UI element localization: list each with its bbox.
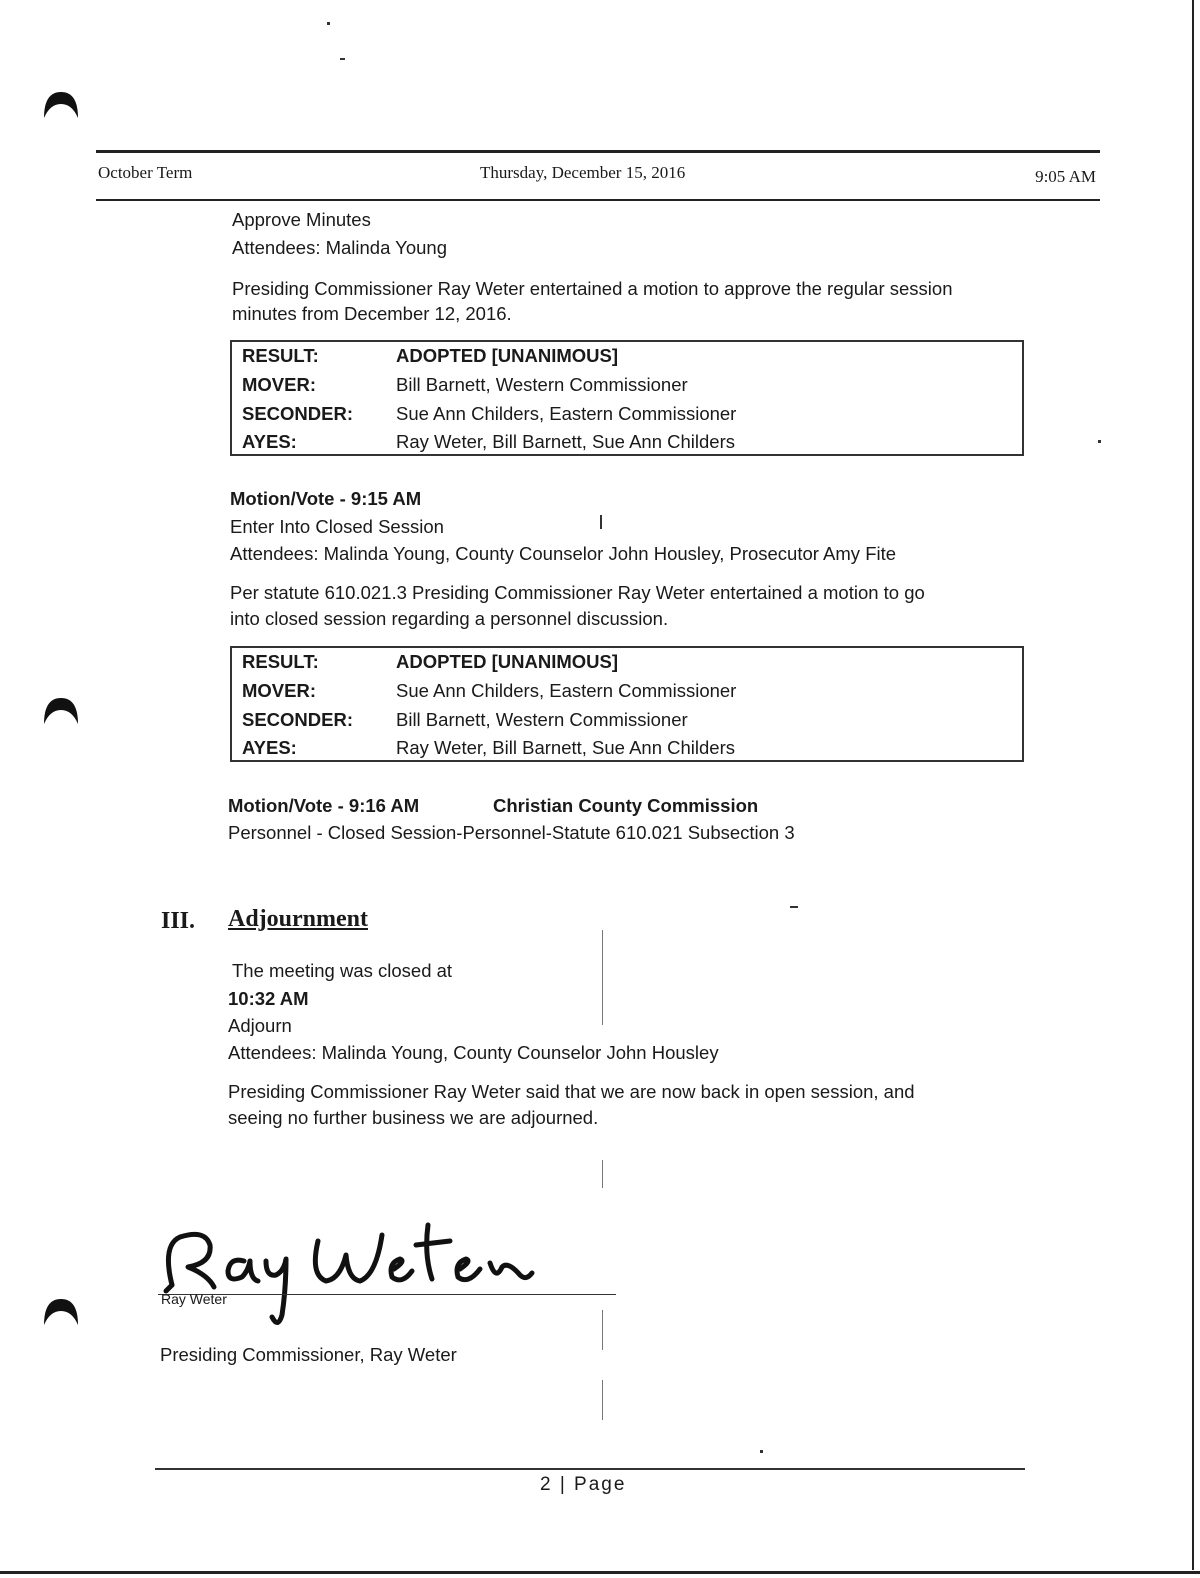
closed-at-text: The meeting was closed at [232, 960, 453, 981]
commission-name: Christian County Commission [493, 795, 759, 816]
seconder-value: Bill Barnett, Western Commissioner [396, 709, 688, 730]
scan-speck [602, 1380, 603, 1420]
result-value: ADOPTED [UNANIMOUS] [396, 651, 618, 672]
scan-speck [1098, 440, 1101, 443]
vote-result-table [230, 340, 1024, 456]
result-label: RESULT: [242, 345, 319, 366]
paragraph-line: Per statute 610.021.3 Presiding Commissioner Ray Weter entertained a motion to go [230, 582, 925, 603]
scan-speck [602, 930, 603, 1025]
motion-vote-heading: Motion/Vote - 9:15 AM [230, 488, 422, 509]
scan-speck [602, 1160, 603, 1188]
scan-speck [600, 515, 602, 529]
personnel-line: Personnel - Closed Session-Personnel-Statute 610.021 Subsection 3 [228, 822, 795, 843]
vote-result-table [230, 646, 1024, 762]
closed-at-time: 10:32 AM [228, 988, 309, 1009]
paragraph-line: Presiding Commissioner Ray Weter entertained a motion to approve the regular session [232, 278, 953, 299]
footer-rule [155, 1468, 1025, 1470]
ayes-value: Ray Weter, Bill Barnett, Sue Ann Childers [396, 431, 735, 452]
punch-hole-icon [42, 1295, 80, 1329]
attendees: Attendees: Malinda Young, County Counselor John Housley, Prosecutor Amy Fite [230, 543, 897, 564]
handwritten-signature [150, 1205, 550, 1335]
item-title: Approve Minutes [232, 209, 371, 230]
signer-title: Presiding Commissioner, Ray Weter [160, 1344, 457, 1365]
scan-speck [327, 22, 330, 25]
scan-speck [340, 58, 345, 60]
mover-value: Bill Barnett, Western Commissioner [396, 374, 688, 395]
section-title: Adjournment [228, 906, 369, 932]
ayes-label: AYES: [242, 431, 297, 452]
paragraph-line: seeing no further business we are adjourned. [228, 1107, 599, 1128]
page-number: 2 | Page [540, 1474, 627, 1495]
signer-printed-name: Ray Weter [161, 1291, 227, 1307]
section-number: III. [161, 908, 196, 934]
paragraph-line: into closed session regarding a personnel discussion. [230, 608, 669, 629]
page-header [96, 150, 1100, 201]
seconder-label: SECONDER: [242, 709, 354, 730]
mover-label: MOVER: [242, 374, 316, 395]
result-value: ADOPTED [UNANIMOUS] [396, 345, 618, 366]
seconder-value: Sue Ann Childers, Eastern Commissioner [396, 403, 737, 424]
ayes-value: Ray Weter, Bill Barnett, Sue Ann Childers [396, 737, 735, 758]
seconder-label: SECONDER: [242, 403, 354, 424]
scan-edge [0, 1571, 1200, 1574]
paragraph-line: Presiding Commissioner Ray Weter said that we are now back in open session, and [228, 1081, 915, 1102]
result-label: RESULT: [242, 651, 319, 672]
motion-vote-heading: Motion/Vote - 9:16 AM [228, 795, 420, 816]
scan-edge [1192, 0, 1194, 1570]
punch-hole-icon [42, 88, 80, 122]
mover-label: MOVER: [242, 680, 316, 701]
mover-value: Sue Ann Childers, Eastern Commissioner [396, 680, 737, 701]
term-label: October Term [98, 163, 193, 182]
scan-speck [760, 1450, 763, 1453]
item-title: Adjourn [228, 1015, 292, 1036]
meeting-date: Thursday, December 15, 2016 [480, 163, 686, 182]
ayes-label: AYES: [242, 737, 297, 758]
meeting-time: 9:05 AM [1035, 167, 1096, 186]
item-title: Enter Into Closed Session [230, 516, 444, 537]
scan-speck [790, 906, 798, 908]
punch-hole-icon [42, 694, 80, 728]
attendees: Attendees: Malinda Young [232, 237, 447, 258]
paragraph-line: minutes from December 12, 2016. [232, 303, 512, 324]
attendees: Attendees: Malinda Young, County Counselor John Housley [228, 1042, 719, 1063]
scan-speck [602, 1310, 603, 1350]
